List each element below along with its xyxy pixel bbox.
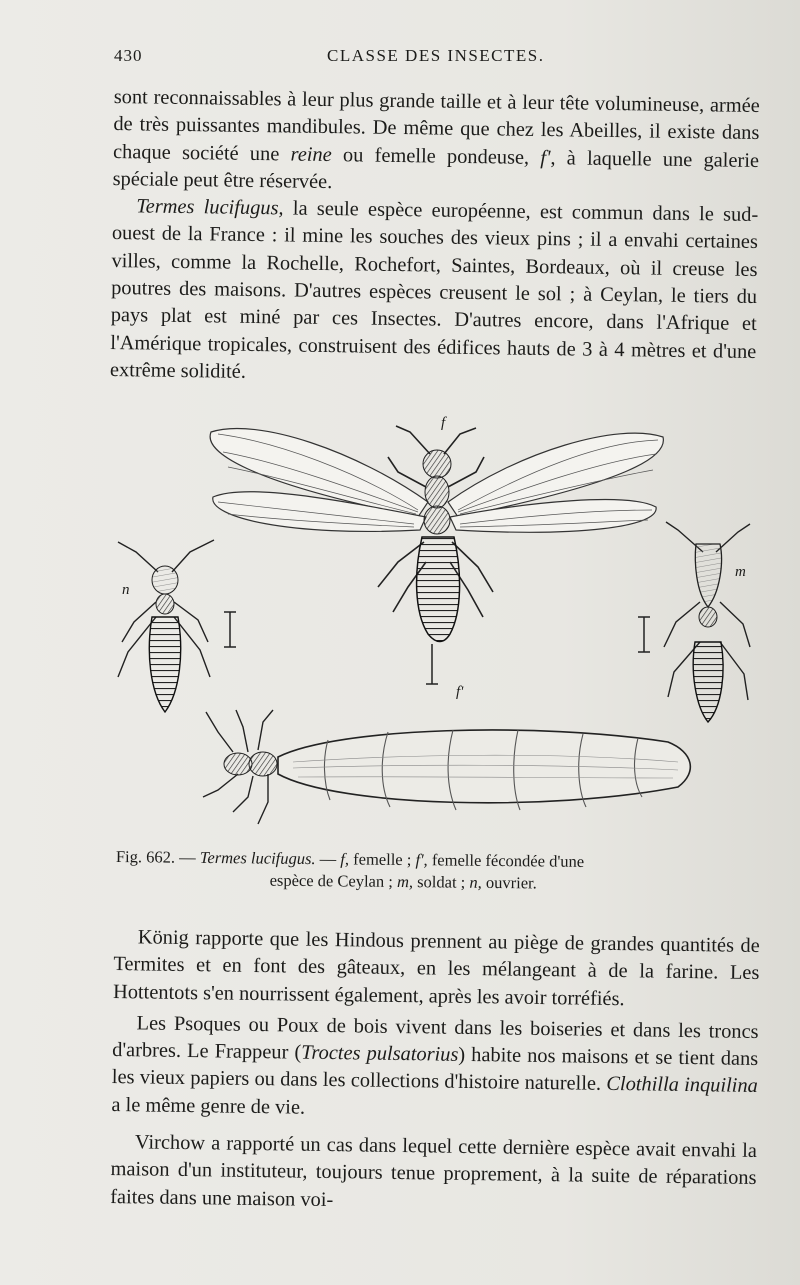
figure-termites [108, 412, 768, 842]
label-n: n [122, 582, 130, 598]
paragraph-soldiers-queen: sont reconnaissables à leur plus grande taille et à leur tête volumineuse, armée de très puissantes mandibules. De même que chez les Abeilles, il existe dans chaque société une reine ou femelle pondeuse, f', à laquelle une galerie spéciale peut être réservée. [112, 85, 760, 193]
label-m: m [735, 564, 746, 580]
paragraph-psoques: Les Psoques ou Poux de bois vivent dans les boiseries et dans les troncs d'arbres. Le Frappeur (Troctes pulsatorius) habite nos maisons et se tient dans les vieux papiers ou dans les collections d'histoire naturelle. Clothilla inquilina a le même genre de vie. [111, 1012, 759, 1119]
termite-illustration [108, 412, 768, 842]
running-header [112, 46, 762, 72]
queen-termite [203, 710, 690, 824]
page-number: 430 [114, 46, 143, 65]
paragraph-termes-lucifugus: Termes lucifugus, la seule espèce européenne, est commun dans le sud-ouest de la France : il mine les souches des vieux pins ; il a envahi certaines villes, comme la Rochelle, Rochefort, Saintes, Bordeaux, où il creuse les poutres des maisons. D'autres espèces creusent le sol ; à Ceylan, le tiers du pays plat est miné par ces Insectes. D'autres encore, dans l'Afrique et l'Amérique tropicales, construisent des édifices hauts de 3 à 4 mètres et d'une extrême solidité. [109, 195, 759, 383]
label-f: f [441, 415, 446, 431]
winged-female-termite [210, 426, 663, 684]
running-title: CLASSE DES INSECTES. [327, 46, 545, 65]
figure-caption: Fig. 662. — Termes lucifugus. — f, femelle ; f', femelle fécondée d'une espèce de Ceylan ; m, soldat ; n, ouvrier. [115, 846, 585, 893]
paragraph-virchow: Virchow a rapporté un cas dans lequel cette dernière espèce avait envahi la maison d'un instituteur, toujours tenue proprement, à la suite de réparations faites dans une maison voi- [110, 1131, 758, 1211]
text-block-top [110, 84, 760, 393]
paragraph-konig: König rapporte que les Hindous prennent au piège de grandes quantités de Termites et en font des gâteaux, en les mélangeant à de la farine. Les Hottentots s'en nourrissent également, après les avoir torréfiés. [112, 926, 760, 1010]
label-f-prime: f' [456, 684, 464, 700]
soldier-termite [638, 522, 750, 722]
worker-termite [118, 540, 236, 712]
text-block-bottom [110, 924, 760, 1220]
